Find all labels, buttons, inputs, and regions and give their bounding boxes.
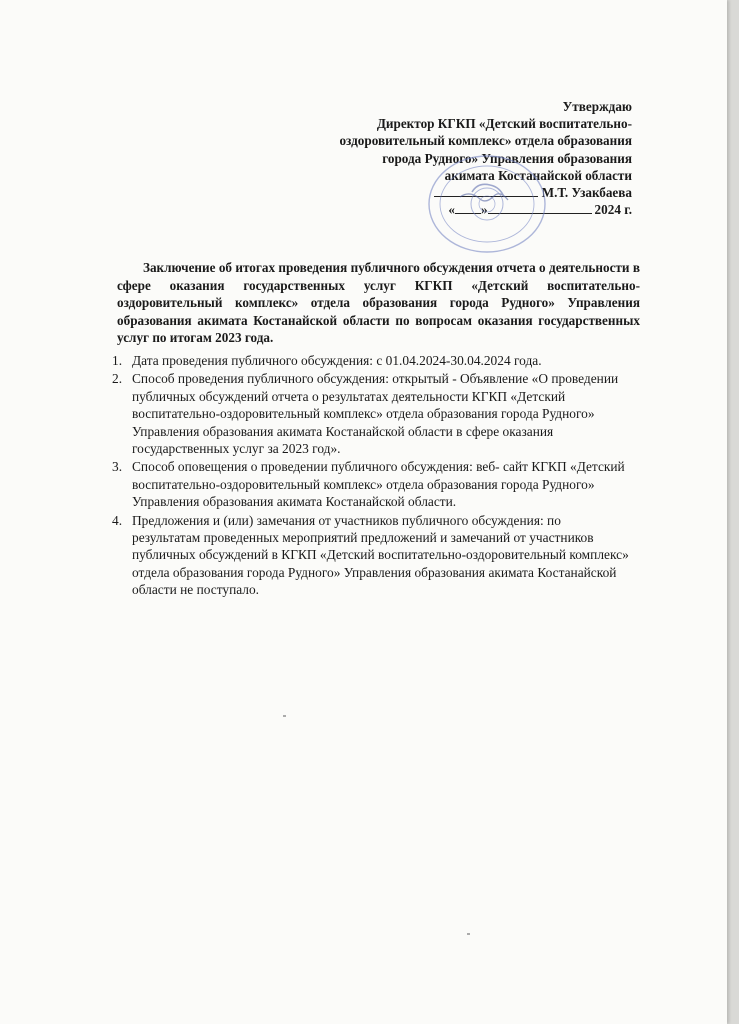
- list-item-number: 2.: [112, 371, 123, 387]
- list-item-text: Способ оповещения о проведении публичного обсуждения: веб- сайт КГКП «Детский воспитательно-оздоровительный комплекс» отдела образования города Рудного» Управления образования акимата Костанайской области.: [132, 459, 625, 510]
- stamp-emblem-center: [479, 196, 495, 212]
- list-item: [112, 512, 632, 599]
- scan-speck: [467, 933, 470, 935]
- list-item: [112, 370, 632, 457]
- list-item: [112, 458, 632, 510]
- date-open-quote: «: [448, 202, 455, 218]
- date-close-quote: »: [480, 202, 488, 218]
- approval-line: города Рудного» Управления образования: [382, 150, 632, 166]
- list-item-number: 1.: [112, 353, 123, 368]
- stamp-emblem: [471, 188, 503, 220]
- conclusion-title: Заключение об итогах проведения публичного обсуждения отчета о деятельности в сфере оказания государственных услуг КГКП «Детский воспитательно-оздоровительный комплекс» отдела образования города Рудного» Управления образования акимата Костанайской области по вопросам оказания государственных услуг по итогам 2023 года.: [117, 260, 640, 346]
- list-item-number: 4.: [112, 512, 123, 528]
- list-item: [112, 352, 632, 369]
- conclusion-items-list: [112, 352, 632, 600]
- scan-speck: [283, 715, 286, 717]
- approval-line: Директор КГКП «Детский воспитательно-: [376, 116, 632, 132]
- stamp-outer-ring: [429, 156, 545, 252]
- list-item-text: Предложения и (или) замечания от участников публичного обсуждения: по результатам проведенных мероприятий предложений и замечаний от участников публичных обсуждений в КГКП «Детский воспитательно-оздоровительный комплекс» отдела образования города Рудного» Управления образования акимата Костанайской области не поступало.: [132, 512, 629, 598]
- date-year: 2024 г.: [594, 202, 632, 218]
- list-item-number: 3.: [112, 459, 123, 475]
- list-item-text: Дата проведения публичного обсуждения: с 01.04.2024-30.04.2024 года.: [132, 353, 542, 368]
- approval-line: Утверждаю: [562, 99, 632, 114]
- approval-line: оздоровительный комплекс» отдела образования: [339, 133, 632, 149]
- official-stamp: [420, 152, 550, 257]
- signature-scribble: [472, 184, 504, 197]
- stamp-inner-ring: [440, 166, 534, 242]
- list-item-text: Способ проведения публичного обсуждения: открытый - Объявление «О проведении публичных обсуждений отчета о результатах деятельности КГКП «Детский воспитательно-оздоровительный комплекс» отдела образования города Рудного» Управления образования акимата Костанайской области в сфере оказания государственных услуг за 2023 год».: [132, 371, 619, 457]
- approval-line: акимата Костанайской области: [444, 167, 632, 183]
- signatory-name: М.Т. Узакбаева: [541, 185, 632, 201]
- signature-scribble: [460, 194, 508, 201]
